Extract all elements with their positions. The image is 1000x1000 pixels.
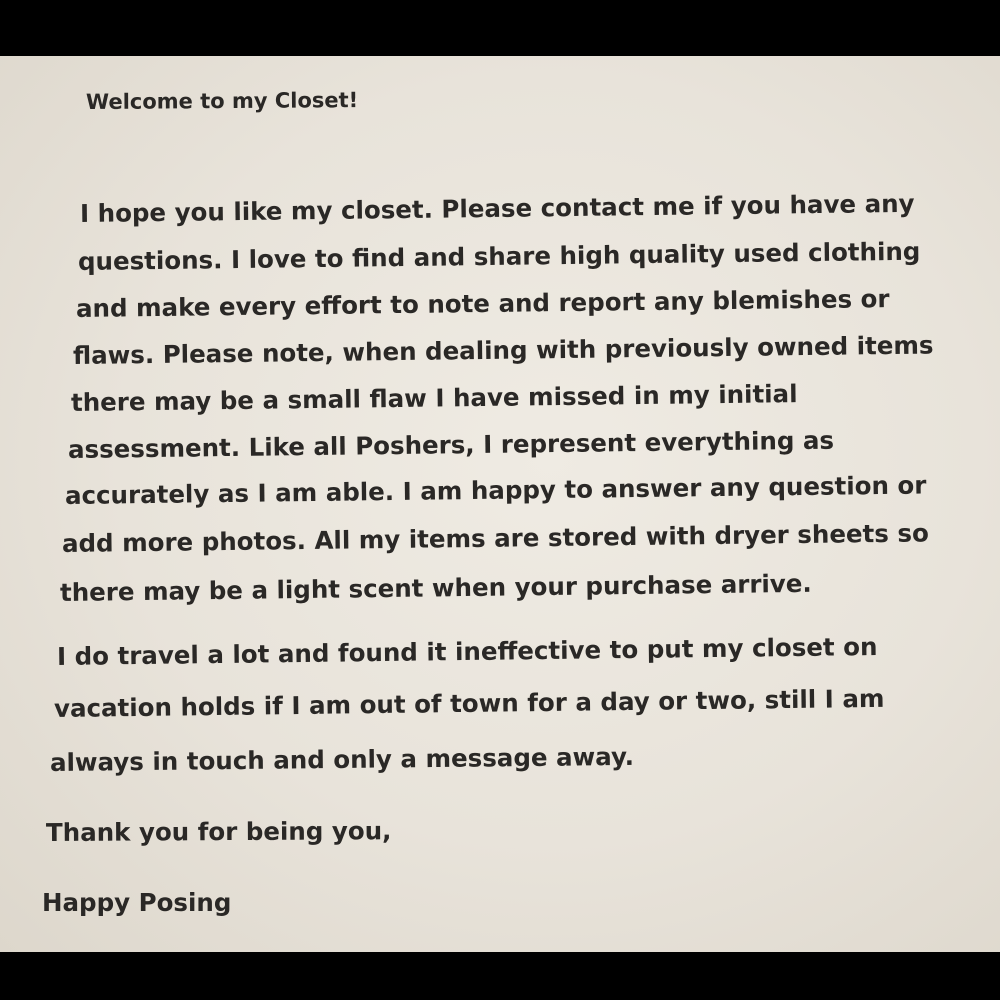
paragraph2-line-2: vacation holds if I am out of town for a day or two, still I am: [53, 683, 885, 723]
paragraph1-line-7: accurately as I am able. I am happy to answer any question or: [64, 470, 927, 510]
paragraph1-line-6: assessment. Like all Poshers, I represent everything as: [67, 425, 835, 464]
paragraph1-line-8: add more photos. All my items are stored with dryer sheets so: [61, 518, 929, 558]
paragraph1-line-2: questions. I love to find and share high quality used clothing: [77, 236, 921, 276]
paragraph2-line-1: I do travel a lot and found it ineffective to put my closet on: [56, 631, 878, 671]
paragraph1-line-4: flaws. Please note, when dealing with previously owned items: [72, 330, 934, 370]
letter-signoff: Happy Posing: [42, 888, 232, 917]
paragraph1-line-3: and make every effort to note and report any blemishes or: [75, 284, 890, 323]
paragraph1-line-9: there may be a light scent when your purchase arrive.: [59, 568, 812, 607]
paragraph1-line-5: there may be a small flaw I have missed in my initial: [70, 379, 798, 417]
letter-paper: [0, 56, 1000, 952]
letter-closing: Thank you for being you,: [45, 816, 392, 847]
letter-greeting: Welcome to my Closet!: [85, 88, 359, 114]
paragraph1-line-1: I hope you like my closet. Please contact me if you have any: [79, 188, 915, 228]
paragraph2-line-3: always in touch and only a message away.: [49, 741, 635, 777]
